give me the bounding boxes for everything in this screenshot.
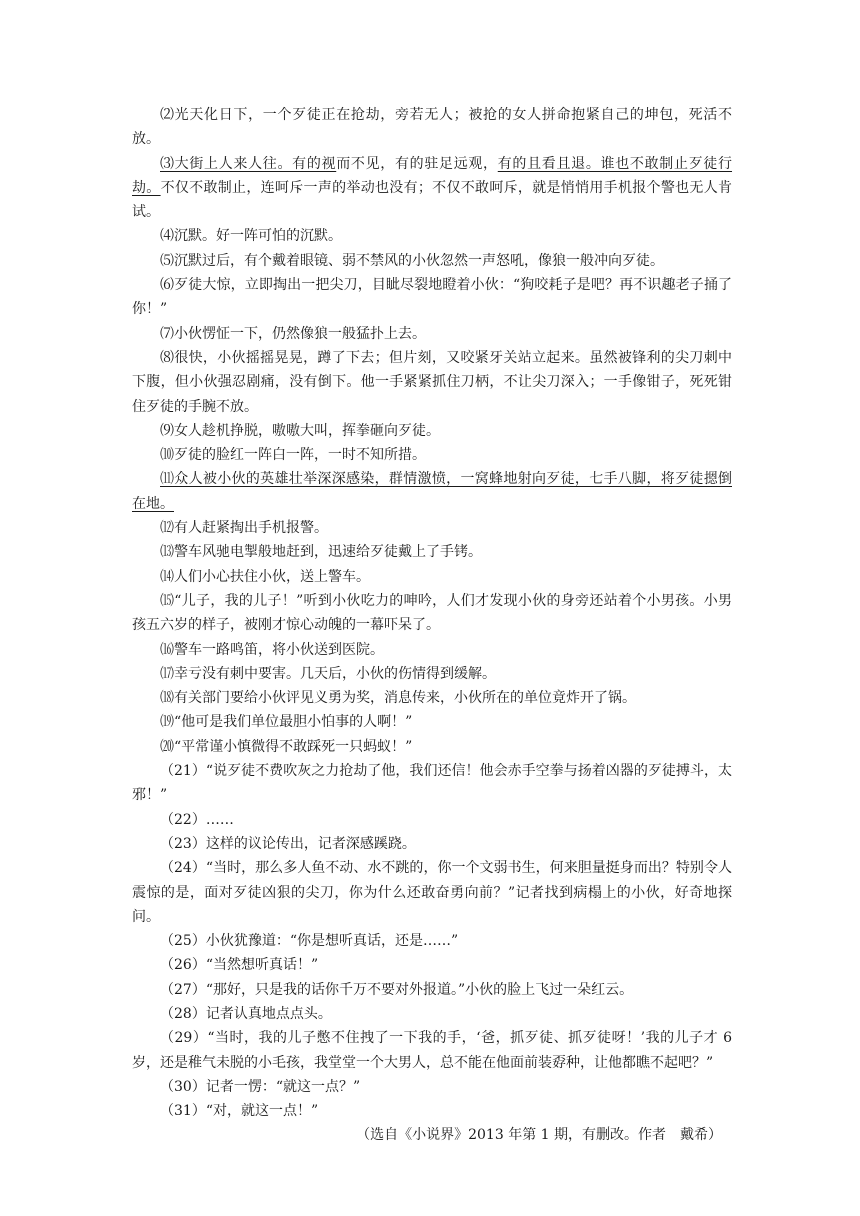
- paragraph-p2: [132, 103, 732, 152]
- paragraph-p5: [132, 249, 732, 273]
- paragraph-p30: [132, 1075, 732, 1099]
- paragraph-p16: [132, 638, 732, 662]
- paragraph-p28: [132, 1002, 732, 1026]
- paragraph-p6: [132, 273, 732, 322]
- paragraph-p15: [132, 589, 732, 638]
- paragraph-p26: [132, 953, 732, 977]
- paragraph-text: ⑺小伙愣怔一下，仍然像狼一般猛扑上去。: [160, 325, 426, 342]
- paragraph-text: ⒆“他可是我们单位最胆小怕事的人啊！”: [160, 714, 413, 731]
- paragraph-text: ⒄幸亏没有刺中要害。几天后，小伙的伤情得到缓解。: [160, 665, 496, 682]
- paragraph-text: ⒃警车一路鸣笛，将小伙送到医院。: [160, 641, 384, 658]
- paragraph-text: ⒇“平常谨小慎微得不敢踩死一只蚂蚁！”: [160, 738, 413, 755]
- paragraph-p25: [132, 929, 732, 953]
- paragraph-p20: [132, 735, 732, 759]
- paragraph-p22: [132, 808, 732, 832]
- paragraph-p13: [132, 540, 732, 564]
- paragraph-text: （29）“当时，我的儿子憋不住拽了一下我的手，‘爸，抓歹徒、抓歹徒呀！’我的儿子才 6 岁，还是稚气未脱的小毛孩，我堂堂一个大男人，总不能在他面前装孬种，让他都瞧不起吧？”: [132, 1030, 732, 1071]
- paragraph-text: ⑿有人赶紧掏出手机报警。: [160, 520, 328, 537]
- paragraph-p23: [132, 832, 732, 856]
- paragraph-text: （25）小伙犹豫道：“你是想听真话，还是……”: [160, 933, 459, 950]
- paragraph-p27: [132, 978, 732, 1002]
- paragraph-p11: [132, 467, 732, 516]
- paragraph-text: ⒀警车风驰电掣般地赶到，迅速给歹徒戴上了手铐。: [160, 544, 482, 561]
- underlined-text: 有的且看且退。谁也不敢制止歹徒行劫。: [132, 155, 733, 196]
- paragraph-text: 而不见，有的驻足远观，: [336, 155, 498, 172]
- paragraph-p24: [132, 856, 732, 929]
- paragraph-text: （23）这样的议论传出，记者深感蹊跷。: [160, 835, 416, 852]
- paragraph-text: （28）记者认真地点点头。: [160, 1005, 332, 1022]
- paragraph-p18: [132, 686, 732, 710]
- paragraph-text: ⑼女人趁机挣脱，嗷嗷大叫，挥拳砸向歹徒。: [160, 422, 440, 439]
- paragraph-p7: [132, 322, 732, 346]
- underlined-text: ⑶大街上人来人往。有的视: [160, 155, 337, 172]
- paragraph-p21: [132, 759, 732, 808]
- paragraph-text: （22）……: [160, 811, 234, 828]
- paragraph-text: ⑷沉默。好一阵可怕的沉默。: [160, 228, 342, 245]
- paragraph-p8: [132, 346, 732, 419]
- paragraph-text: ⒁人们小心扶住小伙，送上警车。: [160, 568, 370, 585]
- paragraph-p9: [132, 419, 732, 443]
- paragraph-p29: [132, 1026, 732, 1075]
- paragraph-p12: [132, 516, 732, 540]
- paragraph-p14: [132, 565, 732, 589]
- paragraph-text: （27）“那好，只是我的话你千万不要对外报道。”小伙的脸上飞过一朵红云。: [160, 981, 634, 998]
- paragraph-text: ⑸沉默过后，有个戴着眼镜、弱不禁风的小伙忽然一声怒吼，像狼一般冲向歹徒。: [160, 252, 664, 269]
- paragraph-text: ⑵光天化日下，一个歹徒正在抢劫，旁若无人；被抢的女人拼命抱紧自己的坤包，死活不放。: [132, 107, 732, 148]
- paragraph-text: （31）“对，就这一点！”: [160, 1103, 319, 1120]
- paragraph-p19: [132, 710, 732, 734]
- paragraph-text: ⑹歹徒大惊，立即掏出一把尖刀，目眦尽裂地瞪着小伙：“狗咬耗子是吧？再不识趣老子捅了你！”: [132, 277, 732, 318]
- paragraph-text: ⒂“儿子，我的儿子！”听到小伙吃力的呻吟，人们才发现小伙的身旁还站着个小男孩。小男孩五六岁的样子，被刚才惊心动魄的一幕吓呆了。: [132, 592, 732, 634]
- underlined-text: ⑾众人被小伙的英雄壮举深深感染，群情激愤，一窝蜂地射向歹徒，七手八脚，将歹徒摁倒在地。: [132, 471, 732, 512]
- paragraph-text: （30）记者一愣：“就这一点？”: [160, 1078, 361, 1095]
- paragraph-text: （21）“说歹徒不费吹灰之力抢劫了他，我们还信！他会赤手空拳与扬着凶器的歹徒搏斗，太邪！”: [132, 763, 732, 804]
- paragraph-p10: [132, 443, 732, 467]
- paragraph-text: ⑽歹徒的脸红一阵白一阵，一时不知所措。: [160, 447, 426, 464]
- story-text: [132, 103, 732, 1148]
- paragraph-p4: [132, 224, 732, 248]
- source-citation: （选自《小说界》2013 年第 1 期，有删改。作者 戴希）: [356, 1127, 722, 1144]
- paragraph-p3: [132, 152, 732, 225]
- paragraph-text: 不仅不敢制止，连呵斥一声的举动也没有；不仅不敢呵斥，就是悄悄用手机报个警也无人肯试。: [132, 179, 733, 221]
- paragraph-p17: [132, 662, 732, 686]
- paragraph-text: ⑻很快，小伙摇摇晃晃，蹲了下去；但片刻，又咬紧牙关站立起来。虽然被锋利的尖刀刺中下腹，但小伙强忍剧痛，没有倒下。他一手紧紧抓住刀柄，不让尖刀深入；一手像钳子，死死钳住歹徒的手腕不放。: [132, 349, 732, 415]
- paragraph-text: ⒅有关部门要给小伙评见义勇为奖，消息传来，小伙所在的单位竟炸开了锅。: [160, 690, 636, 707]
- paragraph-p31: [132, 1099, 732, 1123]
- paragraph-text: （26）“当然想听真话！”: [160, 957, 319, 974]
- paragraph-text: （24）“当时，那么多人鱼不动、水不跳的，你一个文弱书生，何来胆量挺身而出？特别令人震惊的是，面对歹徒凶狠的尖刀，你为什么还敢奋勇向前？”记者找到病榻上的小伙，好奇地探问。: [132, 860, 732, 925]
